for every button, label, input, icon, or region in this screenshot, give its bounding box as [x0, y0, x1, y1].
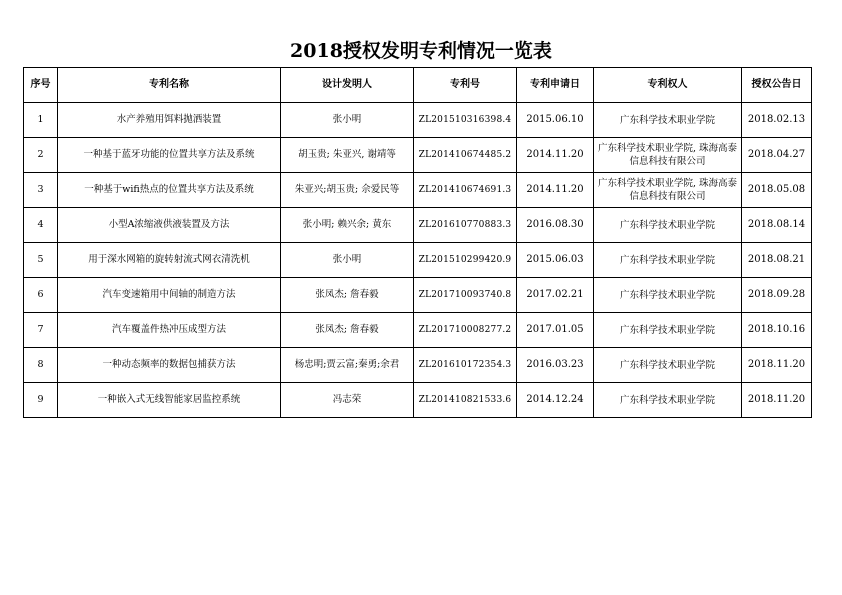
header-inventors: 设计发明人 [281, 68, 414, 103]
cell-no: 6 [24, 278, 58, 313]
table-row [24, 348, 812, 383]
cell-filing-date: 2014.11.20 [517, 173, 594, 208]
cell-owner: 广东科学技术职业学院 [594, 383, 742, 418]
cell-owner: 广东科学技术职业学院 [594, 313, 742, 348]
cell-patent-name: 用于深水网箱的旋转射流式网衣清洗机 [58, 243, 281, 278]
cell-owner: 广东科学技术职业学院 [594, 103, 742, 138]
cell-no: 3 [24, 173, 58, 208]
cell-grant-date: 2018.04.27 [742, 138, 812, 173]
cell-no: 9 [24, 383, 58, 418]
cell-inventors: 张凤杰; 詹春毅 [281, 313, 414, 348]
cell-patent-number: ZL201710008277.2 [414, 313, 517, 348]
cell-grant-date: 2018.02.13 [742, 103, 812, 138]
cell-patent-name: 小型A浓缩液供液装置及方法 [58, 208, 281, 243]
cell-owner: 广东科学技术职业学院, 珠海高泰信息科技有限公司 [594, 173, 742, 208]
page-title: 2018授权发明专利情况一览表 [290, 40, 552, 62]
table-row [24, 243, 812, 278]
cell-patent-number: ZL201510316398.4 [414, 103, 517, 138]
cell-grant-date: 2018.11.20 [742, 383, 812, 418]
cell-owner: 广东科学技术职业学院 [594, 208, 742, 243]
cell-inventors: 杨忠明;贾云富;秦勇;余君 [281, 348, 414, 383]
cell-patent-number: ZL201410674691.3 [414, 173, 517, 208]
cell-no: 4 [24, 208, 58, 243]
cell-filing-date: 2016.03.23 [517, 348, 594, 383]
cell-no: 2 [24, 138, 58, 173]
cell-inventors: 张小明; 赖兴余; 黄东 [281, 208, 414, 243]
cell-filing-date: 2016.08.30 [517, 208, 594, 243]
cell-filing-date: 2015.06.10 [517, 103, 594, 138]
table-row [24, 138, 812, 173]
cell-owner: 广东科学技术职业学院 [594, 243, 742, 278]
cell-patent-name: 汽车变速箱用中间轴的制造方法 [58, 278, 281, 313]
cell-patent-number: ZL201410674485.2 [414, 138, 517, 173]
header-row [24, 68, 812, 103]
cell-grant-date: 2018.08.21 [742, 243, 812, 278]
cell-filing-date: 2014.12.24 [517, 383, 594, 418]
cell-no: 8 [24, 348, 58, 383]
cell-patent-name: 一种嵌入式无线智能家居监控系统 [58, 383, 281, 418]
cell-grant-date: 2018.05.08 [742, 173, 812, 208]
header-patent-number: 专利号 [414, 68, 517, 103]
cell-owner: 广东科学技术职业学院, 珠海高泰信息科技有限公司 [594, 138, 742, 173]
table-row [24, 208, 812, 243]
header-grant-date: 授权公告日 [742, 68, 812, 103]
cell-inventors: 张小明 [281, 243, 414, 278]
header-owner: 专利权人 [594, 68, 742, 103]
header-no: 序号 [24, 68, 58, 103]
cell-patent-number: ZL201410821533.6 [414, 383, 517, 418]
cell-no: 7 [24, 313, 58, 348]
cell-no: 1 [24, 103, 58, 138]
cell-patent-number: ZL201710093740.8 [414, 278, 517, 313]
cell-inventors: 张小明 [281, 103, 414, 138]
cell-patent-name: 一种动态频率的数据包捕获方法 [58, 348, 281, 383]
header-filing-date: 专利申请日 [517, 68, 594, 103]
cell-no: 5 [24, 243, 58, 278]
patent-table [23, 67, 812, 418]
cell-filing-date: 2014.11.20 [517, 138, 594, 173]
cell-inventors: 朱亚兴;胡玉贵; 佘爱民等 [281, 173, 414, 208]
cell-patent-name: 一种基于wifi热点的位置共享方法及系统 [58, 173, 281, 208]
cell-owner: 广东科学技术职业学院 [594, 278, 742, 313]
cell-grant-date: 2018.08.14 [742, 208, 812, 243]
cell-inventors: 胡玉贵; 朱亚兴, 谢靖等 [281, 138, 414, 173]
table-row [24, 103, 812, 138]
cell-grant-date: 2018.10.16 [742, 313, 812, 348]
cell-filing-date: 2017.02.21 [517, 278, 594, 313]
cell-patent-name: 水产养殖用饵料抛洒装置 [58, 103, 281, 138]
cell-grant-date: 2018.11.20 [742, 348, 812, 383]
table-row [24, 173, 812, 208]
cell-patent-name: 汽车覆盖件热冲压成型方法 [58, 313, 281, 348]
cell-filing-date: 2015.06.03 [517, 243, 594, 278]
table-row [24, 313, 812, 348]
header-patent-name: 专利名称 [58, 68, 281, 103]
cell-patent-number: ZL201510299420.9 [414, 243, 517, 278]
cell-filing-date: 2017.01.05 [517, 313, 594, 348]
cell-patent-number: ZL201610770883.3 [414, 208, 517, 243]
cell-inventors: 冯志荣 [281, 383, 414, 418]
table-row [24, 383, 812, 418]
cell-owner: 广东科学技术职业学院 [594, 348, 742, 383]
table-row [24, 278, 812, 313]
cell-grant-date: 2018.09.28 [742, 278, 812, 313]
cell-patent-name: 一种基于蓝牙功能的位置共享方法及系统 [58, 138, 281, 173]
cell-patent-number: ZL201610172354.3 [414, 348, 517, 383]
cell-inventors: 张凤杰; 詹春毅 [281, 278, 414, 313]
